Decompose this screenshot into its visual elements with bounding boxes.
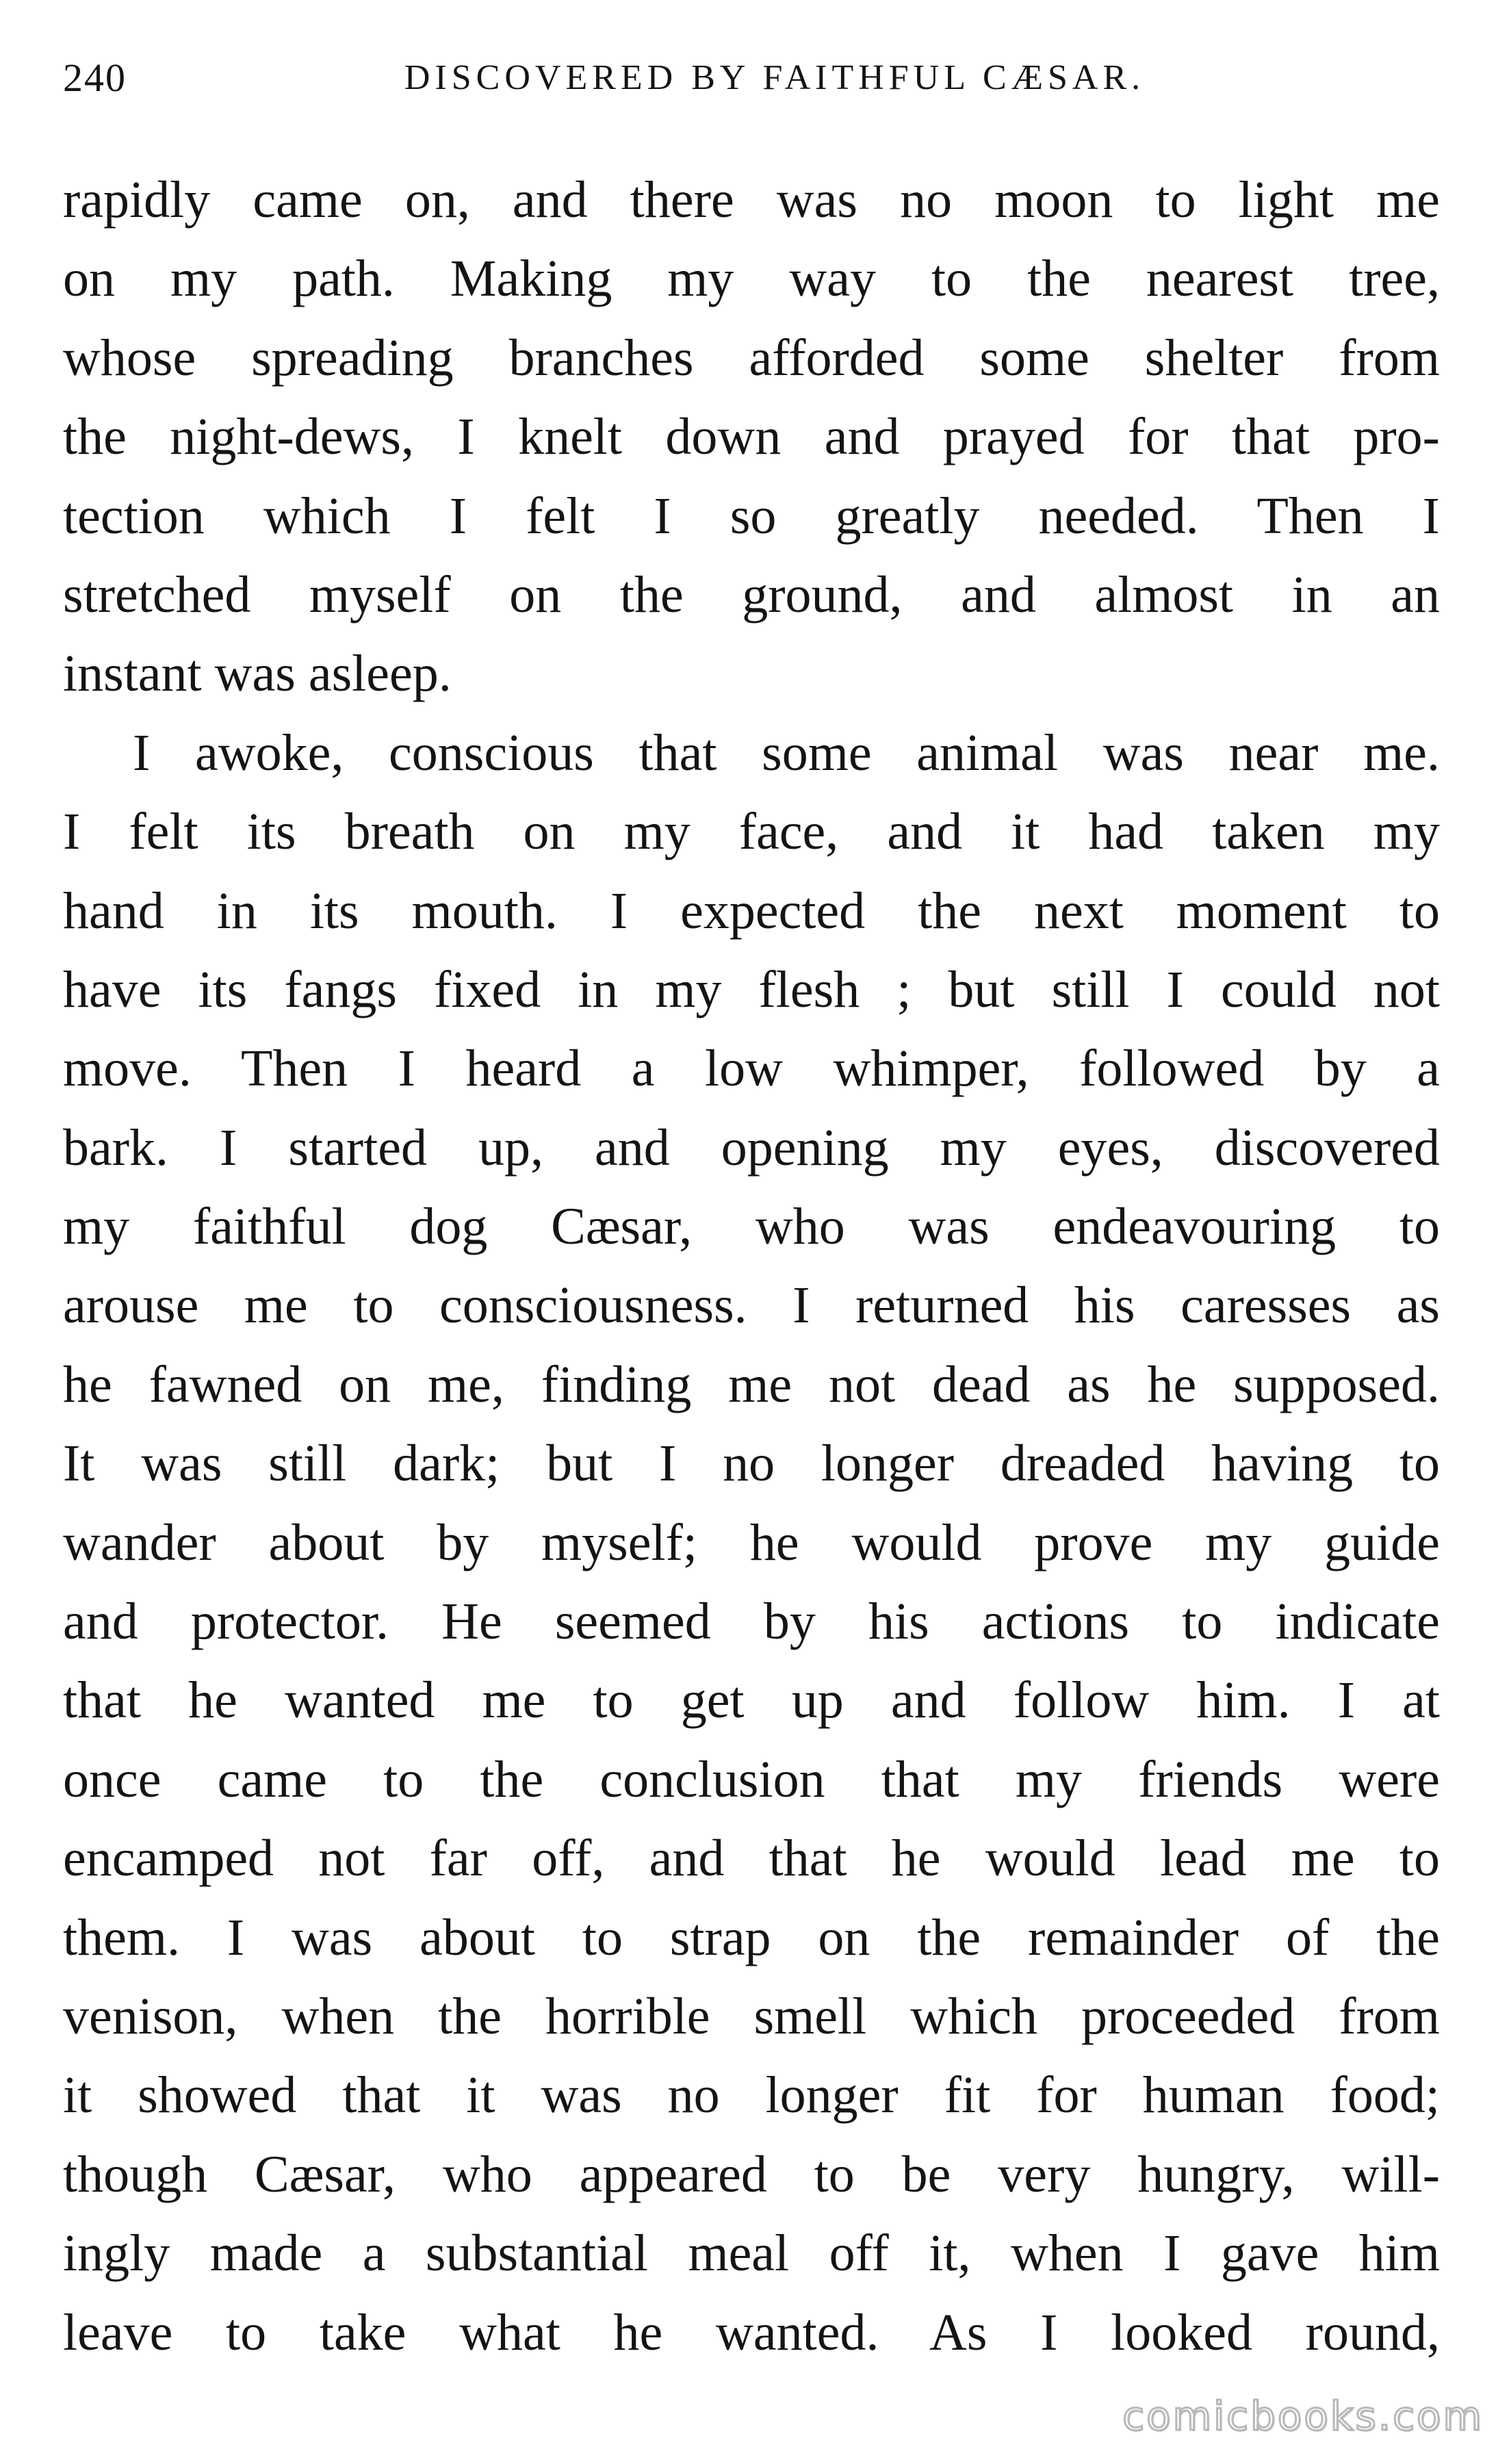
text-line: bark. I started up, and opening my eyes, discovered — [63, 1118, 1440, 1177]
text-line: I felt its breath on my face, and it had taken my — [63, 803, 1440, 861]
text-line: he fawned on me, finding me not dead as he supposed. — [63, 1355, 1440, 1413]
text-line: I awoke, conscious that some animal was near me. — [133, 723, 1440, 782]
text-line: venison, when the horrible smell which proceeded from — [63, 1987, 1440, 2045]
text-line: wander about by myself; he would prove my guide — [63, 1513, 1440, 1571]
text-line: rapidly came on, and there was no moon to light me — [63, 171, 1440, 229]
text-line: tection which I felt I so greatly needed. Then I — [63, 487, 1440, 545]
watermark-logo: comicbooks.com — [1122, 2393, 1484, 2439]
text-line: ingly made a substantial meal off it, when I gave him — [63, 2224, 1440, 2283]
text-line: encamped not far off, and that he would lead me to — [63, 1830, 1440, 1888]
text-line: the night-dews, I knelt down and prayed for that pro- — [63, 408, 1440, 466]
body-text — [63, 161, 1440, 2372]
text-line: that he wanted me to get up and follow him. I at — [63, 1671, 1440, 1730]
text-line: though Cæsar, who appeared to be very hungry, will- — [63, 2145, 1440, 2203]
page-header — [63, 55, 1445, 116]
text-line: stretched myself on the ground, and almost in an — [63, 565, 1440, 624]
text-line: It was still dark; but I no longer dreaded having to — [63, 1435, 1440, 1493]
text-line: leave to take what he wanted. As I looked round, — [63, 2303, 1440, 2361]
text-line: it showed that it was no longer fit for human food; — [63, 2066, 1440, 2125]
text-line: them. I was about to strap on the remainder of the — [63, 1908, 1440, 1966]
text-line: on my path. Making my way to the nearest tree, — [63, 250, 1440, 308]
text-line: have its fangs fixed in my flesh ; but still I could not — [63, 960, 1440, 1018]
running-head: DISCOVERED BY FAITHFUL CÆSAR. — [404, 58, 1146, 97]
page-number: 240 — [63, 55, 127, 100]
text-line: move. Then I heard a low whimper, followed by a — [63, 1040, 1440, 1098]
text-line: arouse me to consciousness. I returned his caresses as — [63, 1276, 1440, 1335]
text-line: whose spreading branches afforded some shelter from — [63, 329, 1440, 387]
text-line: hand in its mouth. I expected the next moment to — [63, 882, 1440, 940]
text-line: once came to the conclusion that my friends were — [63, 1750, 1440, 1808]
text-line: instant was asleep. — [63, 645, 452, 703]
text-line: my faithful dog Cæsar, who was endeavouring to — [63, 1198, 1440, 1256]
text-line: and protector. He seemed by his actions to indicate — [63, 1593, 1440, 1651]
